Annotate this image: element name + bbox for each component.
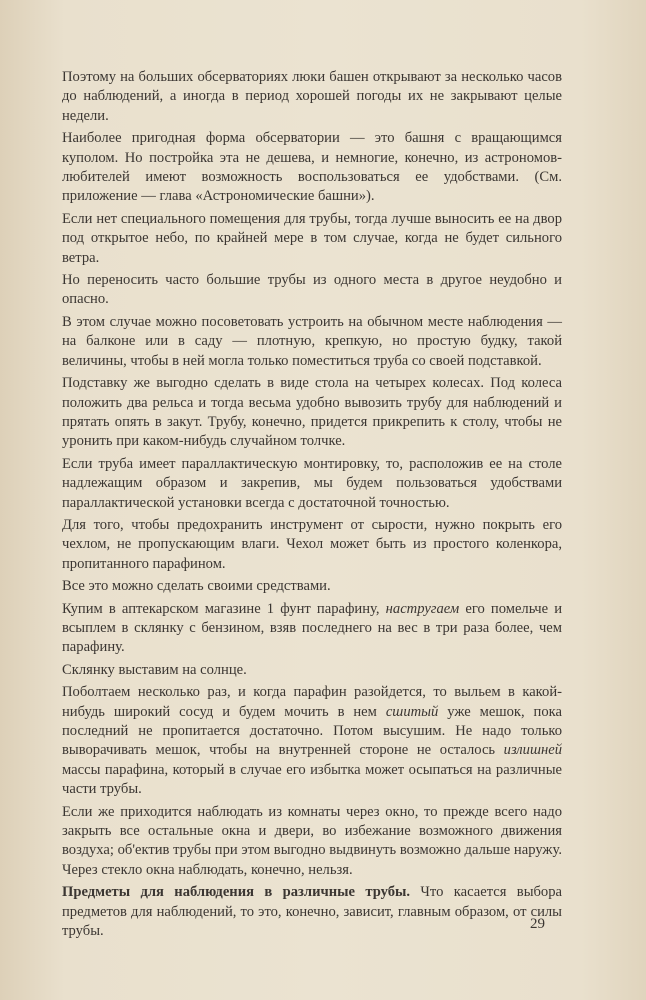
paragraph: В этом случае можно посоветовать устроить на обычном месте наблюдения — на балконе или в саду — плотную, крепкую, но простую будку, такой величины, чтобы в ней могла только поместиться труба со своей подставкой. (62, 313, 562, 369)
paragraph-buy-paraffin (62, 600, 562, 658)
text-run: Что касается выбора предметов для наблюдений, то это, конечно, зависит, главным образом, от силы трубы. (62, 884, 562, 940)
italic-word: настругаем (385, 600, 460, 617)
paragraph: Поэтому на больших обсерваториях люки башен открывают за несколько часов до наблюдений, а иногда в период хорошей погоды их не закрывают целые недели. (62, 69, 562, 124)
paragraph-objects (62, 883, 562, 941)
section-heading: Предметы для наблюдения в различные трубы. (62, 884, 411, 901)
paragraph: Но переносить часто большие трубы из одного места в другое неудобно и опасно. (62, 272, 562, 308)
page-number: 29 (530, 916, 545, 932)
italic-word: сшитый (385, 703, 439, 720)
paragraph: Подставку же выгодно сделать в виде стола на четырех колесах. Под колеса положить два рельса и тогда весьма удобно вывозить трубу для наблюдений и прятать опять в закут. Трубу, конечно, придется прикрепить к столу, чтобы не уронить при каком-нибудь случайном толчке. (62, 375, 562, 450)
text-run: уже мешок, пока последний не пропитается достаточно. Потом высушим. Не надо только выворачивать мешок, чтобы на внутренней стороне не осталось (62, 703, 563, 759)
paragraph: Для того, чтобы предохранить инструмент от сырости, нужно покрыть его чехлом, не пропускающим влаги. Чехол может быть из простого коленкора, пропитанного парафином. (62, 516, 562, 572)
italic-word: излишней (503, 742, 562, 759)
text-run: массы парафина, который в случае его избытка может осыпаться на различные части трубы. (62, 761, 562, 798)
paragraph: Если нет специального помещения для трубы, тогда лучше выносить ее на двор под открытое небо, по крайней мере в том случае, когда не будет сильного ветра. (62, 210, 562, 266)
text-run: его помельче и всыплем в склянку с бензином, взяв последнего на вес в три раза более, чем парафину. (62, 600, 563, 656)
text-run: Купим в аптекарском магазине 1 фунт парафину, (62, 600, 386, 617)
page-text (62, 68, 562, 944)
paragraph: Если труба имеет параллактическую монтировку, то, расположив ее на столе надлежащим образом и закрепив, мы будем пользоваться удобствами параллактической установки всегда с достаточной точностью. (62, 455, 562, 511)
paragraph: Все это можно сделать своими средствами. (62, 578, 331, 595)
paragraph-shake (62, 683, 562, 799)
paragraph: Склянку выставим на солнце. (62, 661, 247, 678)
text-run: Поболтаем несколько раз, и когда парафин разойдется, то выльем в какой-нибудь широкий сосуд и будем мочить в нем (62, 684, 562, 720)
paragraph: Наиболее пригодная форма обсерватории — это башня с вращающимся куполом. Но постройка эта не дешева, и немногие, конечно, из астрономов-любителей имеют возможность воспользоваться ее удобствами. (См. приложение — глава «Астрономические башни»). (62, 130, 562, 205)
paragraph-window: Если же приходится наблюдать из комнаты через окно, то прежде всего надо закрыть все остальные окна и двери, во избежание возможного движения воздуха; об'ектив трубы при этом выгодно выдвинуть возможно дальше наружу. Через стекло окна наблюдать, конечно, нельзя. (62, 803, 562, 878)
